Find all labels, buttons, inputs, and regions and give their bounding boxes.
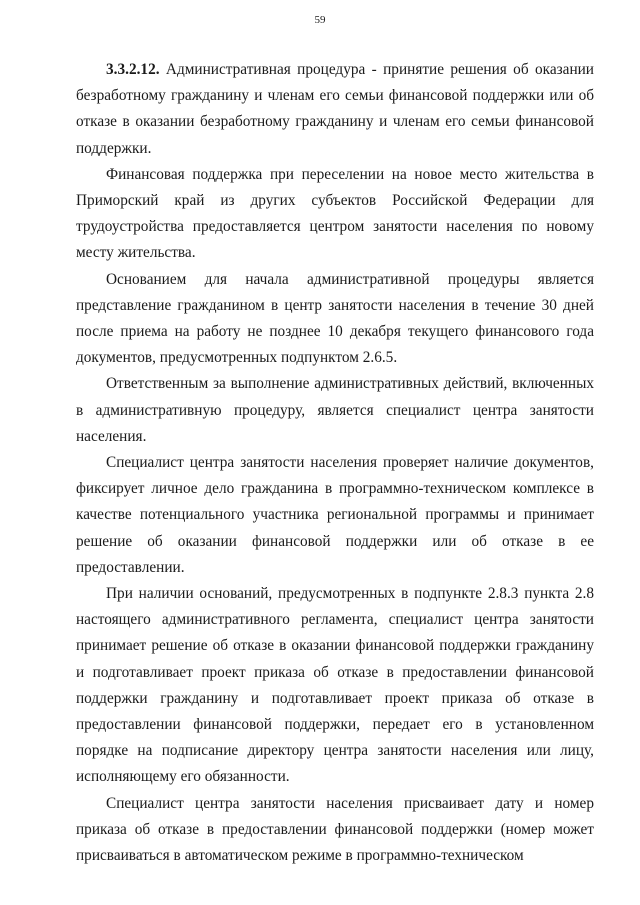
section-number: 3.3.2.12.: [106, 61, 160, 78]
paragraph-order-numbering: Специалист центра занятости населения присваивает дату и номер приказа об отказе в предоставлении финансовой поддержки (номер может присваиваться в автоматическом режиме в программно-техническом: [76, 794, 594, 865]
page-number: 59: [314, 14, 326, 26]
section-heading-text: Административная процедура - принятие решения об оказании безработному гражданину и членам его семьи финансовой поддержки или об отказе в оказании безработному гражданину и членам его семьи финансовой поддержки.: [76, 61, 594, 157]
document-body: [76, 57, 594, 869]
paragraph-responsible-specialist: Ответственным за выполнение административных действий, включенных в административную процедуру, является специалист центра занятости населения.: [76, 375, 594, 445]
section-heading-paragraph: [76, 57, 594, 162]
paragraph-relocation-support: Финансовая поддержка при переселении на новое место жительства в Приморский край из других субъектов Российской Федерации для трудоустройства предоставляется центром занятости населения по новому месту жительства.: [76, 165, 594, 262]
paragraph-procedure-basis: Основанием для начала административной процедуры является представление гражданином в центр занятости населения в течение 30 дней после приема на работу не позднее 10 декабря текущего финансового года документов, предусмотренных подпунктом 2.6.5.: [76, 270, 594, 367]
paragraph-document-check: Специалист центра занятости населения проверяет наличие документов, фиксирует личное дело гражданина в программно-техническом комплексе в качестве потенциального участника региональной программы и принимает решение об оказании финансовой поддержки или об отказе в ее предоставлении.: [76, 454, 594, 576]
paragraph-refusal-grounds: При наличии оснований, предусмотренных в подпункте 2.8.3 пункта 2.8 настоящего административного регламента, специалист центра занятости принимает решение об отказе в оказании финансовой поддержки гражданину и подготавливает проект приказа об отказе в предоставлении финансовой поддержки гражданину и подготавливает проект приказа об отказе в предоставлении финансовой поддержки, передает его в установленном порядке на подписание директору центра занятости населения или лицу, исполняющему его обязанности.: [76, 585, 594, 786]
